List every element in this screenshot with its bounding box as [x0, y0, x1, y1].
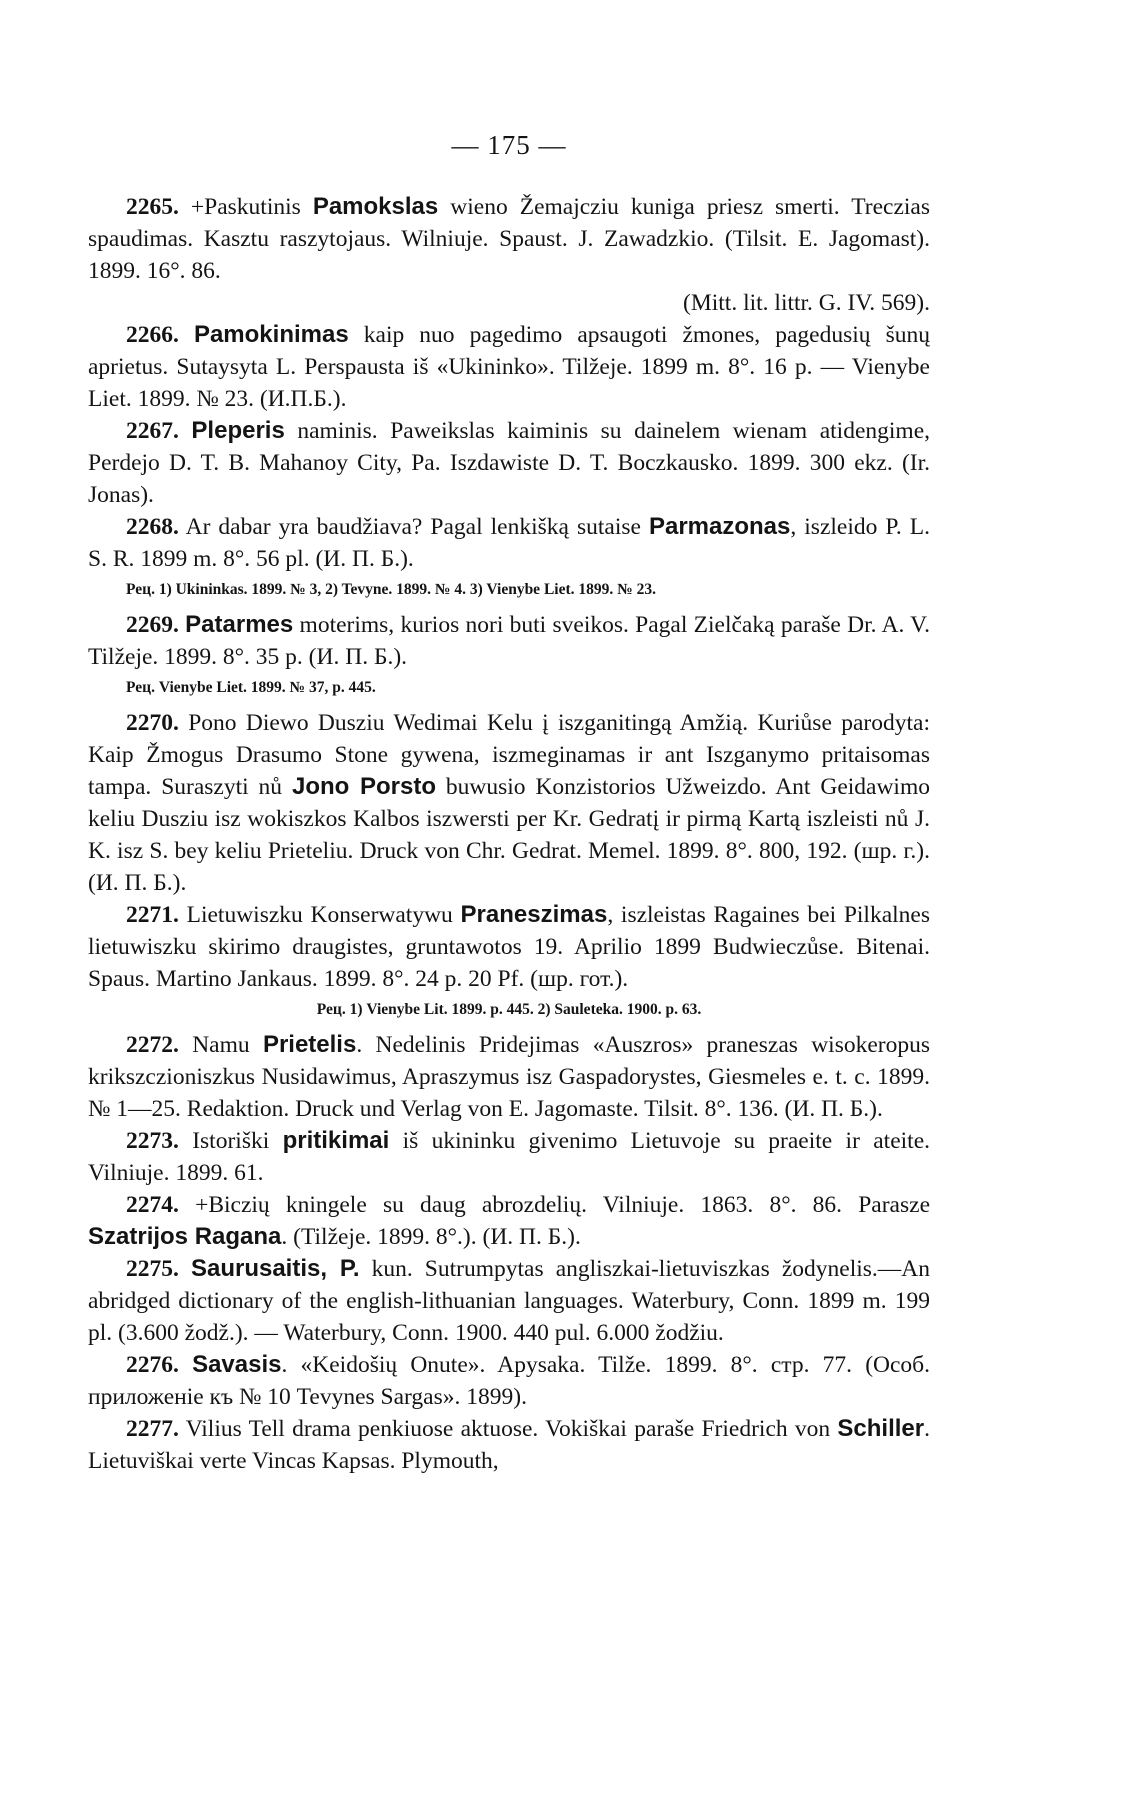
bibliography-entry — [88, 511, 930, 575]
review-reference: Рец. Vienybe Liet. 1899. № 37, p. 445. — [126, 679, 376, 696]
entry-text-before — [179, 1256, 191, 1282]
entry-number: 2268. — [126, 514, 179, 540]
entry-text-after: buwusio Konzistorios Užweizdo. Ant Geidawimo keliu Dusziu isz wokiszkos Kalbos iszwersti per Kr. Gedratį ir pirmą Kartą iszleisti nů J. K. isz S. bey keliu Prieteliu. Druck von Chr. Gedrat. Memel. 1899. 8°. 800, 192. (шр. г.). (И. П. Б.). — [88, 774, 930, 896]
entry-number: 2275. — [126, 1256, 179, 1282]
bibliography-entry — [88, 415, 930, 511]
entry-text-before: Namu — [178, 1032, 263, 1058]
entry-number: 2265. — [126, 194, 179, 220]
review-reference: Рец. 1) Ukininkas. 1899. № 3, 2) Tevyne. 1899. № 4. 3) Vienybe Liet. 1899. № 23. — [126, 581, 656, 598]
bibliography-entry — [88, 191, 930, 319]
entry-heading-word: Jono Porsto — [291, 773, 436, 800]
entry-number: 2272. — [126, 1032, 179, 1058]
entry-text-before: +Paskutinis — [178, 194, 313, 220]
entry-heading-word: Pamokinimas — [193, 321, 349, 348]
entry-heading-word: Prietelis — [262, 1031, 357, 1058]
entry-number: 2271. — [126, 902, 179, 928]
entry-heading-word: Parmazonas — [648, 513, 791, 540]
entry-text-before: Lietuwiszku Konserwatywu — [178, 902, 461, 928]
bibliography-entry — [88, 1253, 930, 1349]
entry-heading-word: Schiller — [837, 1415, 925, 1442]
bibliography-entry — [88, 707, 930, 899]
entry-number: 2266. — [126, 322, 179, 348]
entry-text-before: +Biczių kningele su daug abrozdelių. Vilniuje. 1863. 8°. 86. Parasze — [178, 1192, 930, 1218]
entry-text-after: . Lietuviškai verte Vincas Kapsas. Plymouth, — [88, 1416, 930, 1474]
entry-text-after: . «Keidošių Onute». Apysaka. Tilže. 1899. 8°. стр. 77. (Особ. приложеніе къ № 10 Tevynes Sargas». 1899). — [88, 1352, 931, 1410]
bibliography-entry — [88, 1029, 930, 1125]
entry-number: 2273. — [126, 1128, 179, 1154]
bibliography-entries — [88, 191, 930, 1477]
entry-text-after: moterims, kurios nori buti sveikos. Pagal Zielčaką paraše Dr. A. V. Tilžeje. 1899. 8°. 35 p. (И. П. Б.). — [88, 612, 931, 670]
bibliography-entry — [88, 1413, 930, 1477]
entry-number: 2267. — [126, 418, 179, 444]
entry-text-before — [179, 418, 192, 444]
entry-number: 2270. — [126, 710, 179, 736]
entry-text-before — [179, 322, 194, 348]
entry-heading-word: Patarmes — [185, 611, 294, 638]
review-reference: Рец. 1) Vienybe Lit. 1899. p. 445. 2) Sauleteka. 1900. p. 63. — [316, 1001, 702, 1018]
bibliography-entry — [88, 1125, 930, 1189]
entry-text-after: , iszleistas Ragaines bei Pilkalnes lietuwiszku skirimo draugistes, gruntawotos 19. Aprilio 1899 Budwieczůse. Bitenai. Spaus. Martino Jankaus. 1899. 8°. 24 p. 20 Pf. (шр. гот.). — [88, 902, 930, 992]
entry-text-before: Pono Diewo Dusziu Wedimai Kelu į iszganitingą Amžią. Kuriůse parodyta: Kaip Žmogus Drasumo Stone gywena, iszmeginamas ir ant Iszganymo pritaisomas tampa. Suraszyti nů — [88, 710, 930, 800]
entry-heading-word: Pamokslas — [312, 193, 439, 220]
entry-text-before: Istoriški — [178, 1128, 283, 1154]
entry-number: 2269. — [126, 612, 179, 638]
bibliography-entry — [88, 899, 930, 995]
entry-heading-word: Praneszimas — [460, 901, 608, 928]
entry-heading-word: Szatrijos Ragana — [88, 1223, 282, 1250]
entry-text-after: kaip nuo pagedimo apsaugoti žmones, pagedusių šunų aprietus. Sutaysyta L. Perspausta iš «Ukininko». Tilžeje. 1899 m. 8°. 16 p. — Vienybe Liet. 1899. № 23. (И.П.Б.). — [88, 322, 930, 412]
bibliography-entry — [88, 609, 930, 673]
entry-text-after: iš ukininku givenimo Lietuvoje su praeite ir ateite. Vilniuje. 1899. 61. — [88, 1128, 931, 1186]
entry-text-after: . Nedelinis Pridejimas «Auszros» praneszas wisokeropus krikszczioniszkus Nusidawimus, Apraszymus isz Gaspadorystes, Giesmeles e. t. c. 1899. № 1—25. Redaktion. Druck und Verlag von E. Jagomaste. Tilsit. 8°. 136. (И. П. Б.). — [88, 1032, 930, 1122]
entry-number: 2276. — [126, 1352, 179, 1378]
entry-heading-word: pritikimai — [282, 1127, 390, 1154]
entry-text-after: kun. Sutrumpytas angliszkai-lietuviszkas žodynelis.—An abridged dictionary of the english-lithuanian languages. Waterbury, Conn. 1899 m. 199 pl. (3.600 žodž.). — Waterbury, Conn. 1900. 440 pul. 6.000 žodžiu. — [88, 1256, 931, 1346]
entry-text-before — [179, 1352, 192, 1378]
entry-text-after: wieno Žemajcziu kuniga priesz smerti. Treczias spaudimas. Kasztu raszytojaus. Wilniuje. Spaust. J. Zawadzkio. (Tilsit. E. Jagomast). 1899. 16°. 86. — [88, 194, 930, 284]
entry-text-before: Vilius Tell drama penkiuose aktuose. Vokiškai paraše Friedrich von — [178, 1416, 838, 1442]
document-page — [88, 130, 930, 1477]
entry-text-after: , iszleido P. L. S. R. 1899 m. 8°. 56 pl. (И. П. Б.). — [88, 514, 930, 572]
entry-heading-word: Saurusaitis, P. — [190, 1255, 360, 1282]
bibliography-entry — [88, 1189, 930, 1253]
entry-heading-word: Pleperis — [191, 417, 285, 444]
page-number: — 175 — — [451, 130, 567, 160]
entry-source-note: (Mitt. lit. littr. G. IV. 569). — [683, 290, 930, 316]
entry-number: 2274. — [126, 1192, 179, 1218]
entry-text-after: naminis. Paweikslas kaiminis su dainelem wienam atidengime, Perdejo D. T. B. Mahanoy City, Pa. Iszdawiste D. T. Boczkausko. 1899. 300 ekz. (Ir. Jonas). — [88, 418, 930, 508]
bibliography-entry — [88, 1349, 930, 1413]
entry-number: 2277. — [126, 1416, 179, 1442]
entry-text-before: Ar dabar yra baudžiava? Pagal lenkišką sutaise — [178, 514, 649, 540]
entry-heading-word: Savasis — [192, 1351, 282, 1378]
entry-text-after: . (Tilžeje. 1899. 8°.). (И. П. Б.). — [281, 1224, 581, 1250]
bibliography-entry — [88, 319, 930, 415]
